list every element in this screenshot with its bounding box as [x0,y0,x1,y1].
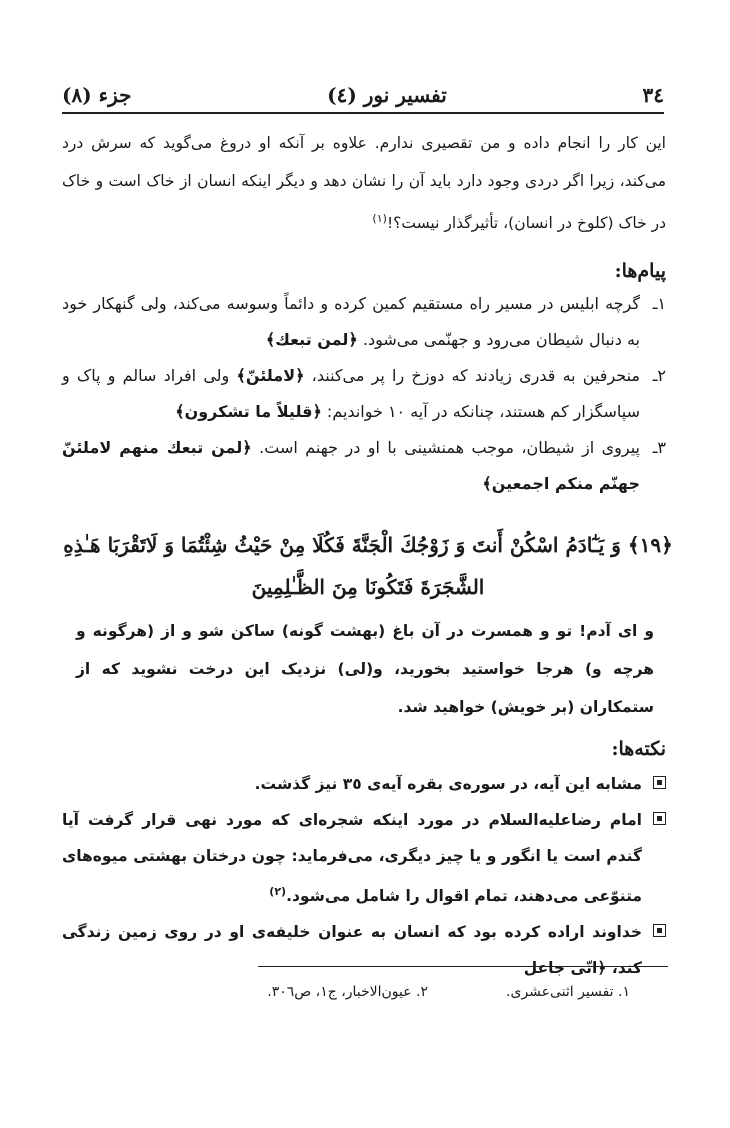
item-number: ٣ـ [652,438,666,457]
item-text: گرچه ابلیس در مسیر راه مستقیم کمین کرده و دائماً وسوسه می‌کند، ولی گنهکار خود به دنبال شیطان می‌رود و جهنّمی می‌شود. [62,294,640,349]
verse-number: ﴿١٩﴾ [627,533,673,557]
footnote-2: ٢. عیون‌الاخبار، ج١، ص٣٠٦. [267,984,429,1000]
item-number: ١ـ [652,294,666,313]
verse-translation: و ای آدم! تو و همسرت در آن باغ (بهشت گونه) ساکن شو و از (هرگونه و هرچه و) هرجا خواستید بخورید، و(لی) نزدیک این درخت نشوید که از ستمکاران (بر خویش) خواهید شد. [76,622,654,716]
footnotes [62,978,630,1006]
item-number: ٢ـ [652,366,666,385]
square-bullet-icon [653,924,666,937]
messages-list [62,286,666,502]
intro-text: این کار را انجام داده و من تقصیری ندارم. علاوه بر آنکه او دروغ می‌گوید که سرش درد می‌کند، زیرا اگر دردی وجود دارد باید آن را نشان دهد و دیگر اینکه انسان از خاک است و خاک در خاک (کلوخ در انسان)، تأثیرگذار نیست؟! [62,134,666,233]
item-quote: ﴿لاملئنّ﴾ [236,366,305,385]
footnote-rule [258,966,668,967]
item-text: پیروی از شیطان، موجب همنشینی با او در جهنم است. [259,438,640,457]
list-item [62,914,666,986]
item-quote: ﴿انّی جاعل [523,959,607,978]
points-heading: نکته‌ها: [611,738,666,760]
footnote-ref-1: (١) [372,212,387,225]
list-item [62,358,666,430]
verse-text: وَ يَـٰٓادَمُ اسْكُنْ أَنتَ وَ زَوْجُكَ الْجَنَّةَ فَكُلَا مِنْ حَيْثُ شِئْتُمَا وَ لَاتَقْرَبَا هَـٰذِهِ الشَّجَرَةَ فَتَكُونَا مِنَ الظَّـٰلِمِينَ [63,533,621,599]
page-header [62,80,664,110]
footnote-ref-2: (٢) [269,885,287,898]
square-bullet-icon [653,812,666,825]
running-title: تفسیر نور (٤) [327,83,447,107]
item-quote: ﴿لمن تبعك﴾ [265,330,358,349]
item-text: خداوند اراده کرده بود که انسان به عنوان خلیفه‌ی او در روی زمین زندگی کند، [62,923,642,978]
item-text: ولی افراد سالم و پاک و سپاسگزار کم هستند، چنانکه در آیه ١٠ خواندیم: [62,366,640,421]
item-quote: ﴿قلیلاً ما تشکرون﴾ [175,402,322,421]
footnote-1: ١. تفسیر اثنی‌عشری. [506,984,630,1000]
item-text: منحرفین به قدری زیادند که دوزخ را پر می‌کنند، [311,366,641,385]
list-item [62,802,666,914]
page-number: ٣٤ [642,83,664,107]
list-item [62,766,666,802]
item-quote: ﴿لمن تبعك منهم لاملئنّ جهنّم منکم اجمعین﴾ [62,438,640,493]
item-text: امام رضاعليه‌السلام در مورد اینکه شجره‌ای که مورد نهی قرار گرفت آیا گندم است یا انگور و یا چیز دیگری، می‌فرماید: چون درختان بهشتی میوه‌های متنوّعی می‌دهند، تمام اقوال را شامل می‌شود. [62,811,642,906]
messages-heading: پیام‌ها: [614,260,666,282]
header-rule [62,112,664,114]
points-list [62,766,666,986]
intro-paragraph [62,124,666,242]
quran-verse [62,524,674,608]
part-label: جزء (٨) [62,83,132,107]
list-item [62,430,666,502]
item-text: مشابه این آیه، در سوره‌ی بقره آیه‌ی ٣٥ نیز گذشت. [254,775,642,793]
square-bullet-icon [653,776,666,789]
list-item [62,286,666,358]
